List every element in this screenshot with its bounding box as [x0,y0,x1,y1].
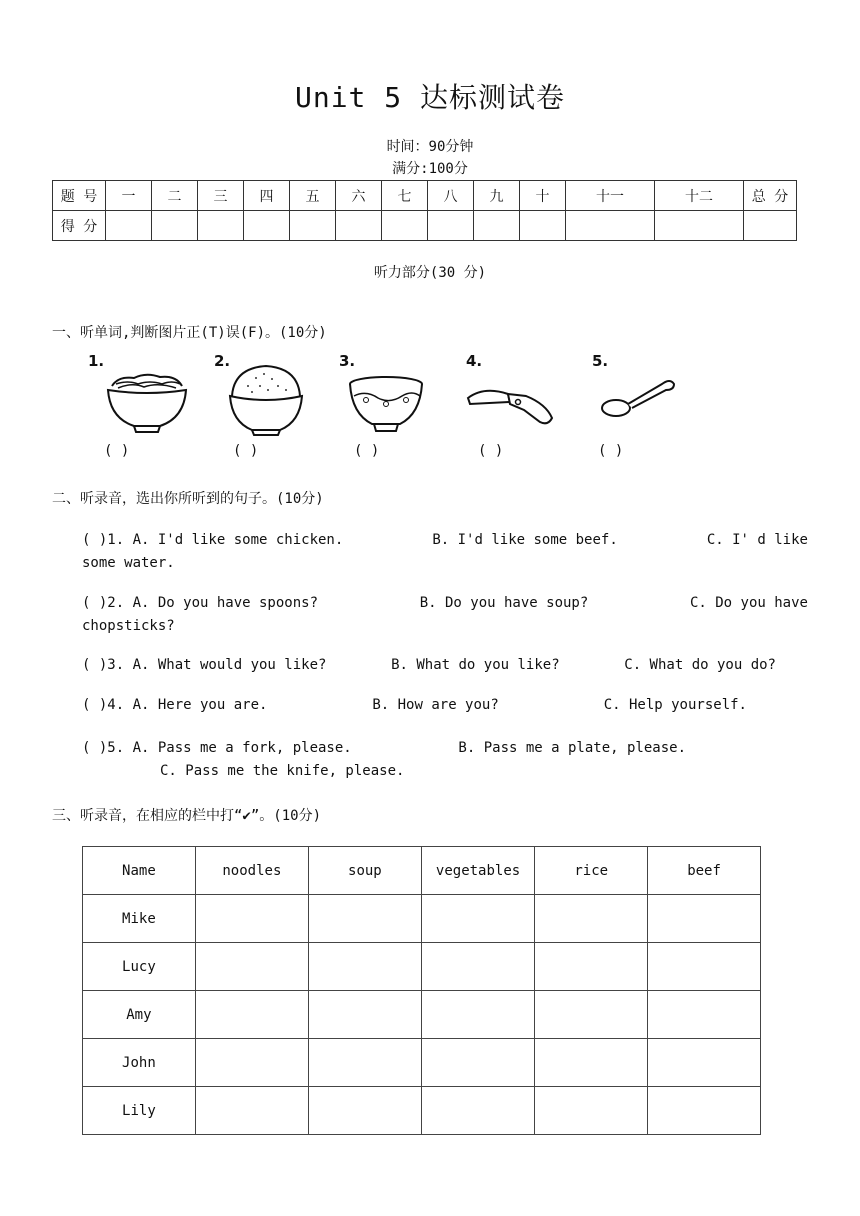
check-cell[interactable] [195,895,308,943]
item-number: 3. [339,352,356,370]
table-row [83,943,761,991]
header-cell: vegetables [421,847,535,895]
name-cell: Lily [83,1087,196,1135]
section2-heading: 二、听录音，选出你所听到的句子。(10分) [52,491,324,507]
answer-blank[interactable]: ( ) [598,443,624,459]
name-cell: Lucy [83,943,196,991]
check-cell[interactable] [535,895,648,943]
page-title: Unit 5 达标测试卷 [294,81,565,114]
check-cell[interactable] [535,1087,648,1135]
score-table-header-row [53,181,797,211]
score-input-cell[interactable] [152,211,198,241]
score-input-cell[interactable] [428,211,474,241]
check-cell[interactable] [308,1087,421,1135]
spoon-icon [598,376,678,422]
header-cell: rice [535,847,648,895]
check-cell[interactable] [648,943,761,991]
score-input-cell[interactable] [744,211,797,241]
score-cell: 五 [290,181,336,211]
check-cell[interactable] [308,1039,421,1087]
score-input-cell[interactable] [290,211,336,241]
score-cell: 一 [106,181,152,211]
score-cell: 十一 [566,181,655,211]
score-input-cell[interactable] [654,211,743,241]
answer-blank[interactable]: ( ) [104,443,130,459]
q1-continuation: some water. [82,555,175,571]
item-number: 4. [466,352,483,370]
check-cell[interactable] [421,943,535,991]
score-input-cell[interactable] [336,211,382,241]
score-cell: 题 号 [53,181,106,211]
name-cell: John [83,1039,196,1087]
q3-option-a: ( )3. A. What would you like? [82,657,327,673]
check-cell[interactable] [421,895,535,943]
table-row [83,895,761,943]
check-cell[interactable] [421,991,535,1039]
item-number: 1. [88,352,105,370]
question-5 [82,737,686,783]
score-cell: 六 [336,181,382,211]
header-cell: beef [648,847,761,895]
check-cell[interactable] [195,943,308,991]
score-input-cell[interactable] [106,211,152,241]
table-row [83,991,761,1039]
q2-continuation: chopsticks? [82,618,175,634]
knife-icon [464,382,556,430]
answer-blank[interactable]: ( ) [233,443,259,459]
score-cell: 七 [382,181,428,211]
q1-option-b: B. I'd like some beef. [432,532,618,548]
section3-heading: 三、听录音，在相应的栏中打“✔”。(10分) [52,808,322,824]
q1-option-c: C. I' d like [706,532,808,548]
q2-option-c: C. Do you have [689,595,808,611]
check-cell[interactable] [308,895,421,943]
q2-option-b: B. Do you have soup? [419,595,589,611]
q5-option-b: B. Pass me a plate, please. [458,740,686,756]
check-cell[interactable] [535,1039,648,1087]
score-cell: 总 分 [744,181,797,211]
score-input-cell[interactable] [520,211,566,241]
item-number: 2. [214,352,231,370]
score-cell: 二 [152,181,198,211]
q3-option-b: B. What do you like? [391,657,560,673]
score-table-score-row [53,211,797,241]
rice-bowl-icon [226,364,306,438]
name-cell: Mike [83,895,196,943]
score-input-cell[interactable] [244,211,290,241]
check-cell[interactable] [648,991,761,1039]
check-cell[interactable] [648,1087,761,1135]
noodles-bowl-icon [104,372,190,436]
listening-header: 听力部分(30 分) [373,265,487,281]
score-cell: 十 [520,181,566,211]
q4-option-c: C. Help yourself. [603,697,747,713]
item-number: 5. [592,352,609,370]
score-cell: 八 [428,181,474,211]
check-cell[interactable] [308,943,421,991]
answer-blank[interactable]: ( ) [354,443,380,459]
check-cell[interactable] [421,1039,535,1087]
score-cell: 四 [244,181,290,211]
exam-time: 时间：90分钟 [386,139,474,155]
score-input-cell[interactable] [198,211,244,241]
question-3 [82,654,776,677]
check-cell[interactable] [535,943,648,991]
q5-option-a: ( )5. A. Pass me a fork, please. [82,740,352,756]
answer-blank[interactable]: ( ) [478,443,504,459]
score-cell: 三 [198,181,244,211]
check-cell[interactable] [195,991,308,1039]
score-input-cell[interactable] [566,211,655,241]
question-1 [82,529,808,575]
q1-option-a: ( )1. A. I'd like some chicken. [82,532,344,548]
score-table [52,180,797,241]
food-table-header-row [83,847,761,895]
score-input-cell[interactable] [382,211,428,241]
score-input-cell[interactable] [474,211,520,241]
table-row [83,1039,761,1087]
q4-option-b: B. How are you? [372,697,499,713]
soup-bowl-icon [346,374,426,436]
question-2 [82,592,808,638]
check-cell[interactable] [648,1039,761,1087]
score-cell: 十二 [654,181,743,211]
q4-option-a: ( )4. A. Here you are. [82,697,268,713]
name-cell: Amy [83,991,196,1039]
q3-option-c: C. What do you do? [624,657,776,673]
table-row [83,1087,761,1135]
header-cell: Name [83,847,196,895]
section1-heading: 一、听单词,判断图片正(T)误(F)。(10分) [52,325,327,341]
question-4 [82,694,747,717]
check-cell[interactable] [421,1087,535,1135]
q5-continuation: C. Pass me the knife, please. [160,763,405,779]
score-label: 得 分 [53,211,106,241]
check-cell[interactable] [195,1087,308,1135]
check-cell[interactable] [308,991,421,1039]
check-cell[interactable] [535,991,648,1039]
q2-option-a: ( )2. A. Do you have spoons? [82,595,319,611]
header-cell: noodles [195,847,308,895]
check-cell[interactable] [648,895,761,943]
header-cell: soup [308,847,421,895]
food-check-table [82,846,761,1135]
full-score: 满分:100分 [392,161,468,177]
check-cell[interactable] [195,1039,308,1087]
score-cell: 九 [474,181,520,211]
